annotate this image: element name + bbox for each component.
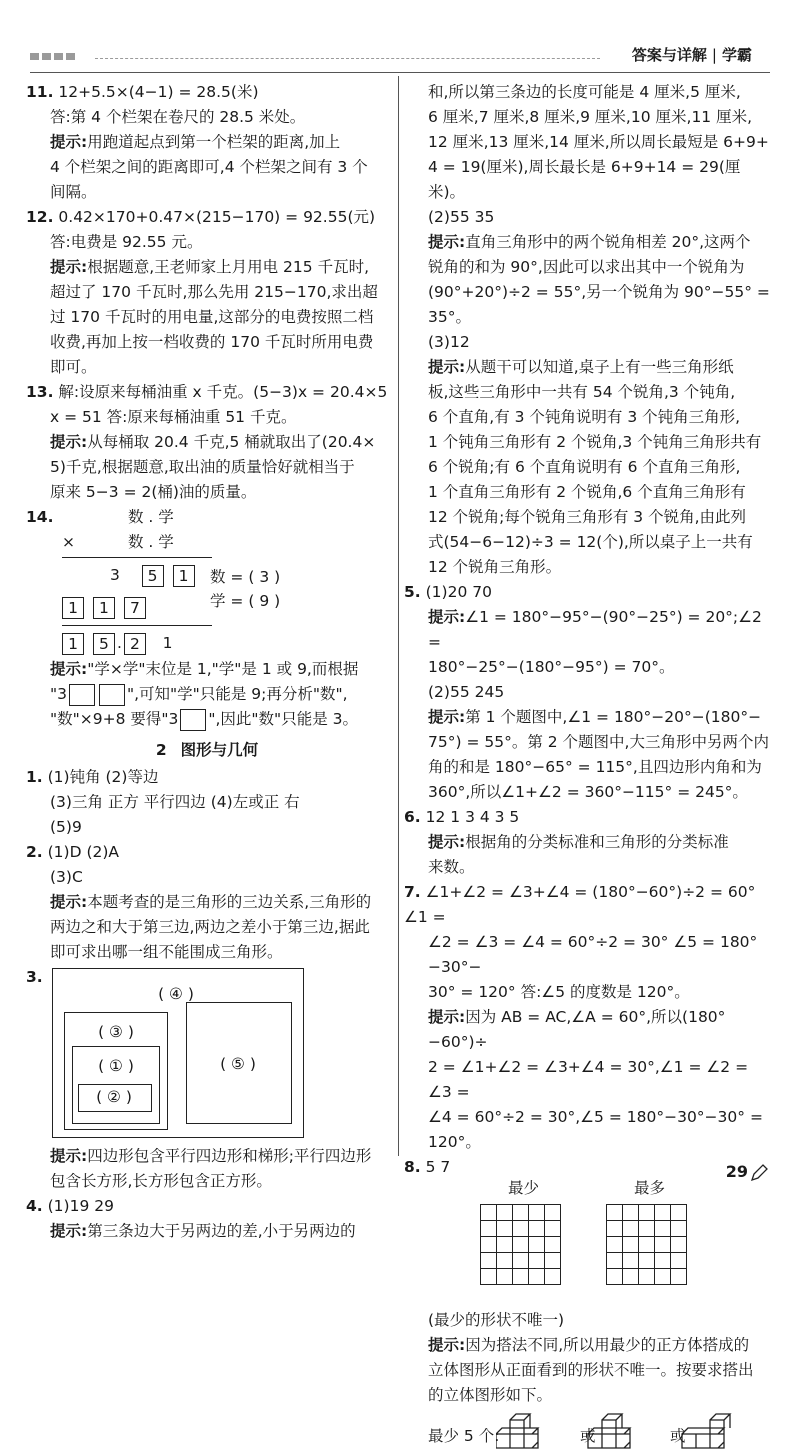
pencil-icon (750, 1164, 768, 1182)
least-label: 最少 (508, 1179, 540, 1197)
label-5: ( ⑤ ) (220, 1055, 256, 1073)
label-2: ( ② ) (96, 1088, 132, 1106)
column-divider (398, 76, 399, 1156)
right-column (404, 80, 776, 1454)
rule-1 (62, 557, 212, 558)
s2: 2. (1)D (2)A (3)C 提示:本题考查的是三角形的三边关系,三角形的 两边之和大于第三边,两边之差小于第三边,据此 即可求出哪一组不能围成三角形。 (26, 843, 372, 961)
partial-1: 3 5 1 (110, 563, 197, 588)
multiplication-puzzle (50, 505, 380, 665)
brand-name: 学霸 (721, 46, 752, 64)
shu-value: 数 = ( 3 ) (210, 568, 281, 586)
left-column (26, 80, 388, 1244)
q7: 7. ∠1+∠2 = ∠3+∠4 = (180°−60°)÷2 = 60° ∠1 = ∠2 = ∠3 = ∠4 = 60°÷2 = 30° ∠5 = 180°−30°− 30° = 120° 答:∠5 的度数是 120°。 提示:因为 AB = AC,∠A = 60°,所以(180°−60°)÷ 2 = ∠1+∠2 = ∠3+∠4 = 30°,∠1 = ∠2 = ∠3 = ∠4 = 60°÷2 = 30°,∠5 = 180°−30°−30° = 120°。 (404, 883, 763, 1151)
blank-box (69, 684, 95, 706)
header-rule (30, 72, 770, 73)
q11: 11. 12+5.5×(4−1) = 28.5(米) 答:第 4 个栏架在卷尺的 28.5 米处。 提示:用跑道起点到第一个栏架的距离,加上 4 个栏架之间的距离即可,4 个栏架之间有 3 个 间隔。 (26, 83, 368, 201)
label-1: ( ① ) (98, 1057, 134, 1075)
label-3: ( ③ ) (98, 1023, 134, 1041)
cube-count-label: 最少 5 个: (428, 1427, 500, 1445)
times-sign: × (62, 533, 75, 551)
s4: 4. (1)19 29 提示:第三条边大于另两边的差,小于另两边的 (26, 1197, 356, 1240)
header-brand: 答案与详解 | 学霸 (631, 46, 752, 64)
rule-2 (62, 625, 212, 626)
partial-2: 1 1 7 (60, 595, 148, 620)
blank-box (180, 709, 206, 731)
page-number: 29 (725, 1162, 748, 1181)
grid-least (480, 1204, 561, 1285)
cube-drawings (496, 1408, 776, 1454)
most-label: 最多 (634, 1179, 666, 1197)
q14: 14. 数 . 学 × 数 . 学 3 5 1 数 = ( 3 ) 学 = ( 9 ) 1 1 7 1 5 . 2 1 提示:"学×学"末位是 1,"学"是 1 或 9,而根据 "3 ",可知"学"只能是 9;再分析"数", "数"×9+8 要得"3 ",因此"数"只能是 3。 (26, 505, 388, 732)
blank-box (99, 684, 125, 706)
label-4: ( ④ ) (158, 985, 194, 1003)
xue-value: 学 = ( 9 ) (210, 592, 281, 610)
s4-continued: 和,所以第三条边的长度可能是 4 厘米,5 厘米, 6 厘米,7 厘米,8 厘米,9 厘米,10 厘米,11 厘米, 12 厘米,13 厘米,14 厘米,所以周长最短是 6+9+ 4 = 19(厘米),周长最长是 6+9+14 = 29(厘米)。 (2)55 35 提示:直角三角形中的两个锐角相差 20°,这两个 锐角的和为 90°,因此可以求出其中一个锐角为 (90°+20°)÷2 = 55°,另一个锐角为 90°−55° = 35°。 (3)12 提示:从题干可以知道,桌子上有一些三角形纸 板,这些三角形中一共有 54 个锐角,3 个钝角, 6 个直角,有 3 个钝角说明有 3 个钝角三角形, 1 个钝角三角形有 2 个锐角,3 个钝角三角形共有 6 个锐角;有 6 个直角说明有 6 个直角三角形, 1 个直角三角形有 2 个锐角,6 个直角三角形有 12 个锐角;每个锐角三角形有 3 个锐角,由此列 式(54−6−12)÷3 = 12(个),所以桌子上一共有 12 个锐角三角形。 (428, 83, 770, 576)
book-title: 答案与详解 (631, 46, 707, 64)
s3: 3. ( ④ ) ( ③ ) ( ① ) ( ② ) ( ⑤ ) 提示:四边形包含平行四边形和梯形;平行四边形 包含长方形,长方形包含正方形。 (26, 965, 388, 1194)
cube-figures (404, 1408, 776, 1454)
or-label-1: 或 (580, 1427, 596, 1445)
grid-figures (404, 1180, 776, 1308)
q6: 6. 12 1 3 4 3 5 提示:根据角的分类标准和三角形的分类标准 来数。 (404, 808, 729, 876)
header-dashed-line (95, 58, 600, 59)
grid-most (606, 1204, 687, 1285)
multiplicand: 数 . 学 (128, 508, 174, 526)
q8: 8. 5 7 最少 最多 (最少的形状不唯一) 提示:因为搭法不同,所以用最少的正方体搭成的 立体图形从正面看到的形状不唯一。按要求搭出 的立体图形如下。 最少 5 个: 或 或 (404, 1155, 776, 1454)
q12: 12. 0.42×170+0.47×(215−170) = 92.55(元) 答:电费是 92.55 元。 提示:根据题意,王老师家上月用电 215 千瓦时, 超过了 170 千瓦时,那么先用 215−170,求出超 过 170 千瓦时的用电量,这部分的电费按照二档 收费,再加上按一档收费的 170 千瓦时所用电费 即可。 (26, 208, 378, 376)
q13: 13. 解:设原来每桶油重 x 千克。(5−3)x = 20.4×5 x = 51 答:原来每桶油重 51 千克。 提示:从每桶取 20.4 千克,5 桶就取出了(20.4× 5)千克,根据题意,取出油的质量恰好就相当于 原来 5−3 = 2(桶)油的质量。 (26, 383, 388, 501)
q5: 5. (1)20 70 提示:∠1 = 180°−95°−(90°−25°) = 20°;∠2 = 180°−25°−(180°−95°) = 70°。 (2)55 245 提示:第 1 个题图中,∠1 = 180°−20°−(180°− 75°) = 55°。第 2 个题图中,大三角形中另两个内 角的和是 180°−65° = 115°,且四边形内角和为 360°,所以∠1+∠2 = 360°−115° = 245°。 (404, 583, 769, 801)
multiplier: 数 . 学 (128, 533, 174, 551)
or-label-2: 或 (670, 1427, 686, 1445)
section-heading: 2 图形与几何 (155, 741, 259, 759)
product: 1 5 . 2 1 (60, 631, 173, 656)
header-decoration (30, 53, 75, 60)
s1: 1. (1)钝角 (2)等边 (3)三角 正方 平行四边 (4)左或正 右 (5)9 (26, 768, 300, 836)
quadrilateral-venn-diagram (26, 968, 388, 1150)
